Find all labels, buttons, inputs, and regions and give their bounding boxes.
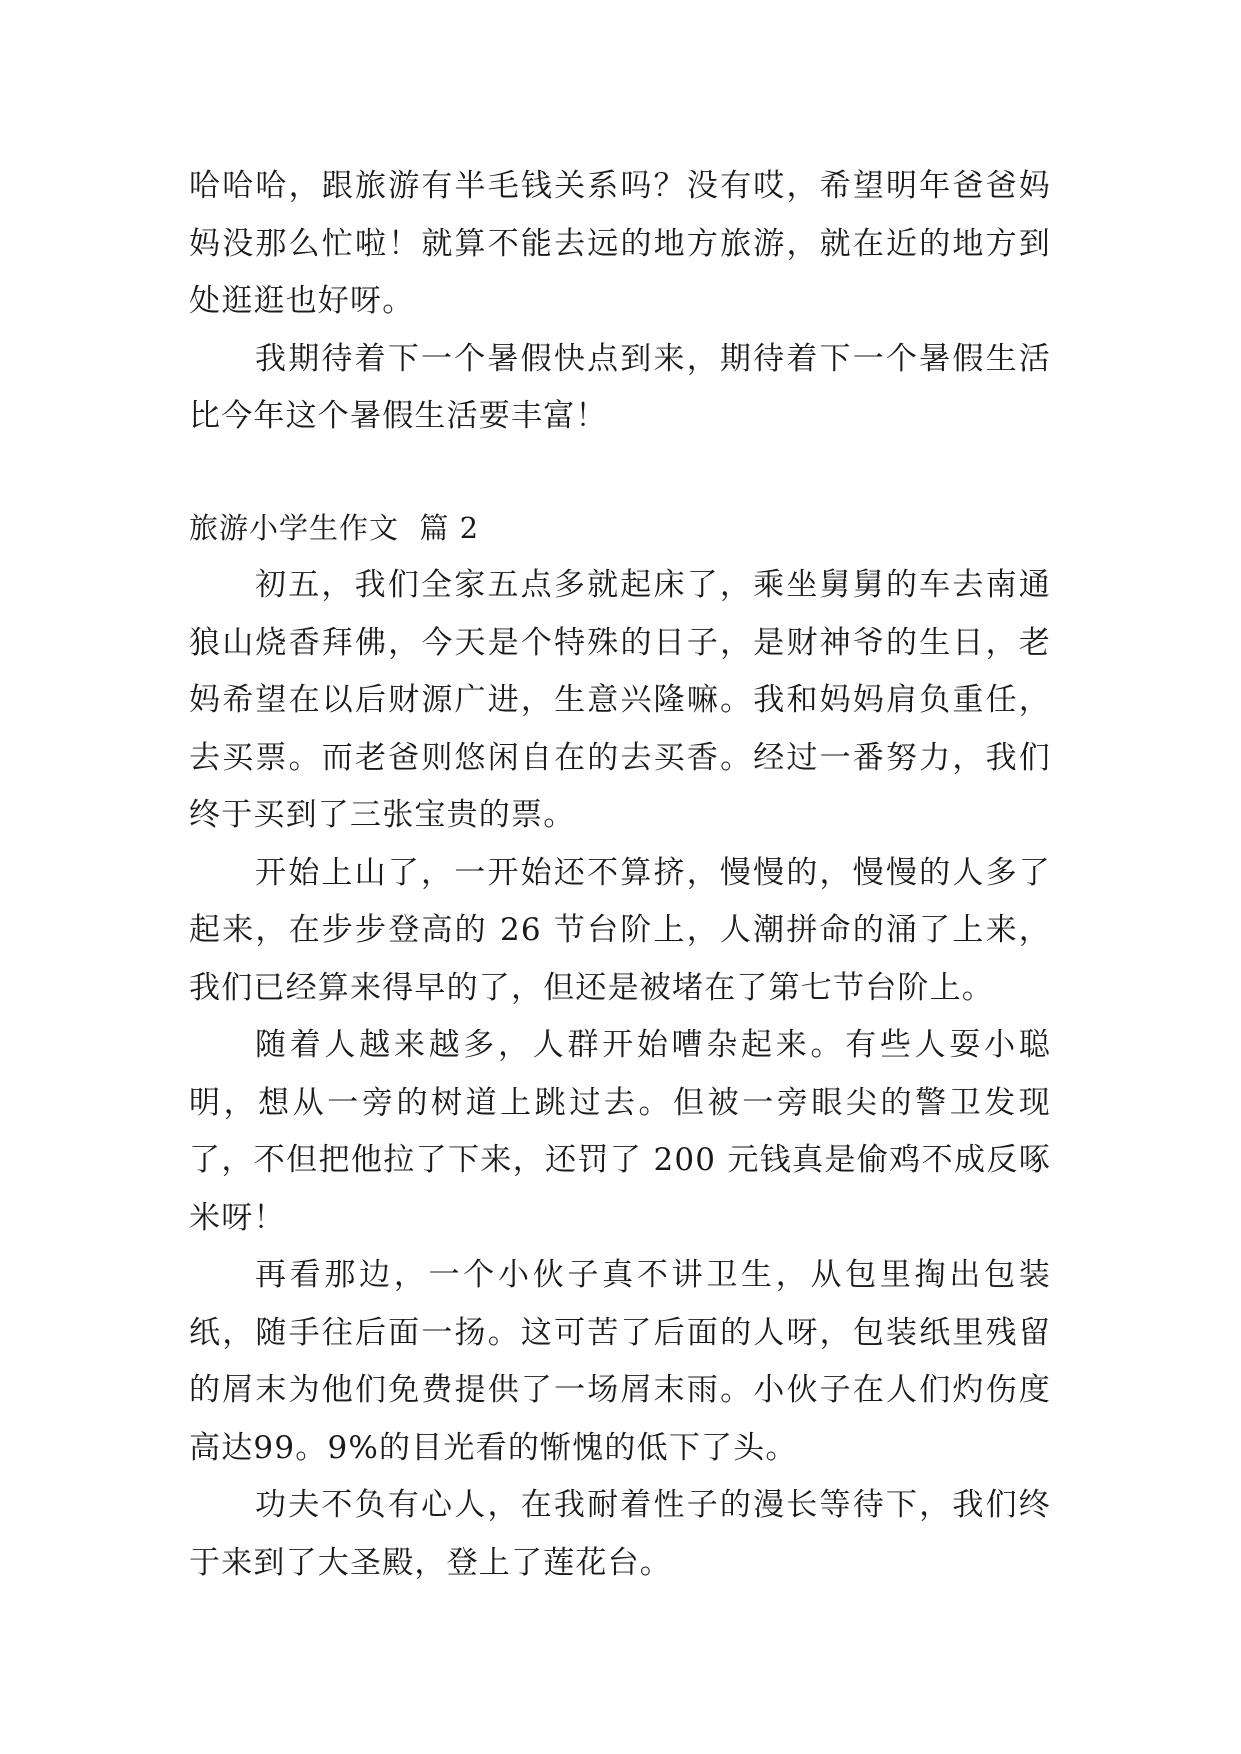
paragraph-3: 随着人越来越多，人群开始嘈杂起来。有些人耍小聪明，想从一旁的树道上跳过去。但被一旁眼尖的警卫发现了，不但把他拉了下来，还罚了 200 元钱真是偷鸡不成反啄米呀！	[189, 1027, 1051, 1236]
paragraph-intro-2: 我期待着下一个暑假快点到来，期待着下一个暑假生活比今年这个暑假生活要丰富！	[189, 340, 1051, 434]
paragraph-4: 再看那边，一个小伙子真不讲卫生，从包里掏出包装纸，随手往后面一扬。这可苦了后面的人呀，包装纸里残留的屑末为他们免费提供了一场屑末雨。小伙子在人们灼伤度高达99。9%的目光看的惭愧的低下了头。	[189, 1257, 1051, 1466]
paragraph-2: 开始上山了，一开始还不算挤，慢慢的，慢慢的人多了起来，在步步登高的 26 节台阶上，人潮拼命的涌了上来，我们已经算来得早的了，但还是被堵在了第七节台阶上。	[189, 854, 1051, 1006]
section-title: 旅游小学生作文 篇 2	[189, 510, 480, 545]
section-spacer	[189, 446, 1051, 500]
document-page	[189, 158, 1051, 1592]
paragraph-5: 功夫不负有心人，在我耐着性子的漫长等待下，我们终于来到了大圣殿，登上了莲花台。	[189, 1487, 1051, 1581]
paragraph-intro-1: 哈哈哈，跟旅游有半毛钱关系吗？没有哎，希望明年爸爸妈妈没那么忙啦！就算不能去远的地方旅游，就在近的地方到处逛逛也好呀。	[189, 168, 1051, 319]
paragraph-1: 初五，我们全家五点多就起床了，乘坐舅舅的车去南通狼山烧香拜佛，今天是个特殊的日子，是财神爷的生日，老妈希望在以后财源广进，生意兴隆嘛。我和妈妈肩负重任，去买票。而老爸则悠闲自在的去买香。经过一番努力，我们终于买到了三张宝贵的票。	[189, 567, 1051, 833]
